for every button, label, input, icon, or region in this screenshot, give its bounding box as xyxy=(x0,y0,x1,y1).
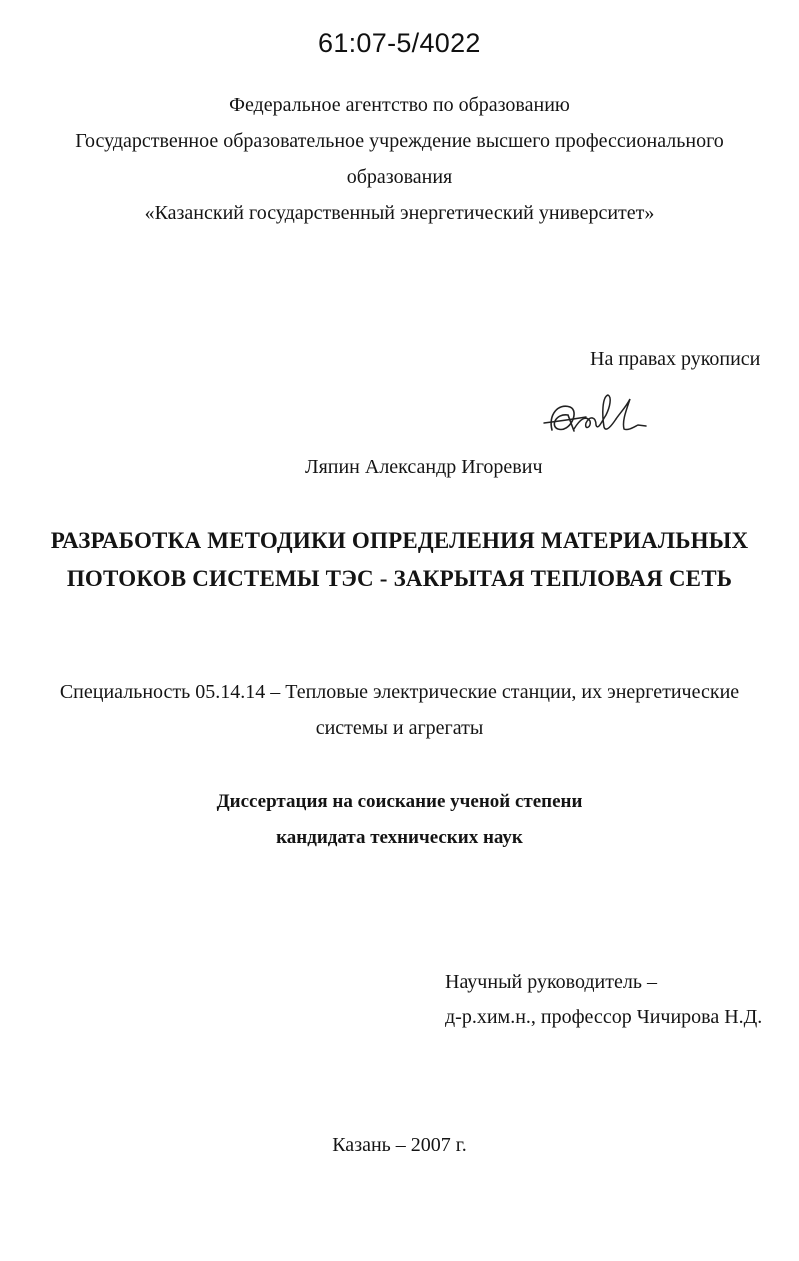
agency-name: Федеральное агентство по образованию xyxy=(229,94,570,116)
thesis-title-line-2: ПОТОКОВ СИСТЕМЫ ТЭС - ЗАКРЫТАЯ ТЕПЛОВАЯ СЕТЬ xyxy=(66,566,733,591)
specialty-line-2: системы и агрегаты xyxy=(315,717,484,739)
supervisor-name: д-р.хим.н., профессор Чичирова Н.Д. xyxy=(445,1006,763,1028)
university-name: «Казанский государственный энергетический университет» xyxy=(144,202,655,224)
archive-code: 61:07-5/4022 xyxy=(318,28,481,58)
degree-line-2: кандидата технических наук xyxy=(276,827,523,848)
institution-type: Государственное образовательное учреждение высшего профессионального xyxy=(75,130,724,152)
thesis-title-line-1: РАЗРАБОТКА МЕТОДИКИ ОПРЕДЕЛЕНИЯ МАТЕРИАЛЬНЫХ xyxy=(50,528,749,553)
signature-icon xyxy=(540,385,650,455)
specialty-line-1: Специальность 05.14.14 – Тепловые электрические станции, их энергетические xyxy=(59,681,740,703)
manuscript-note: На правах рукописи xyxy=(590,348,761,370)
place-and-year: Казань – 2007 г. xyxy=(332,1134,467,1156)
degree-line-1: Диссертация на соискание ученой степени xyxy=(216,791,583,812)
supervisor-label: Научный руководитель – xyxy=(445,971,657,993)
author-name: Ляпин Александр Игоревич xyxy=(305,456,543,478)
institution-type-cont: образования xyxy=(346,166,453,188)
